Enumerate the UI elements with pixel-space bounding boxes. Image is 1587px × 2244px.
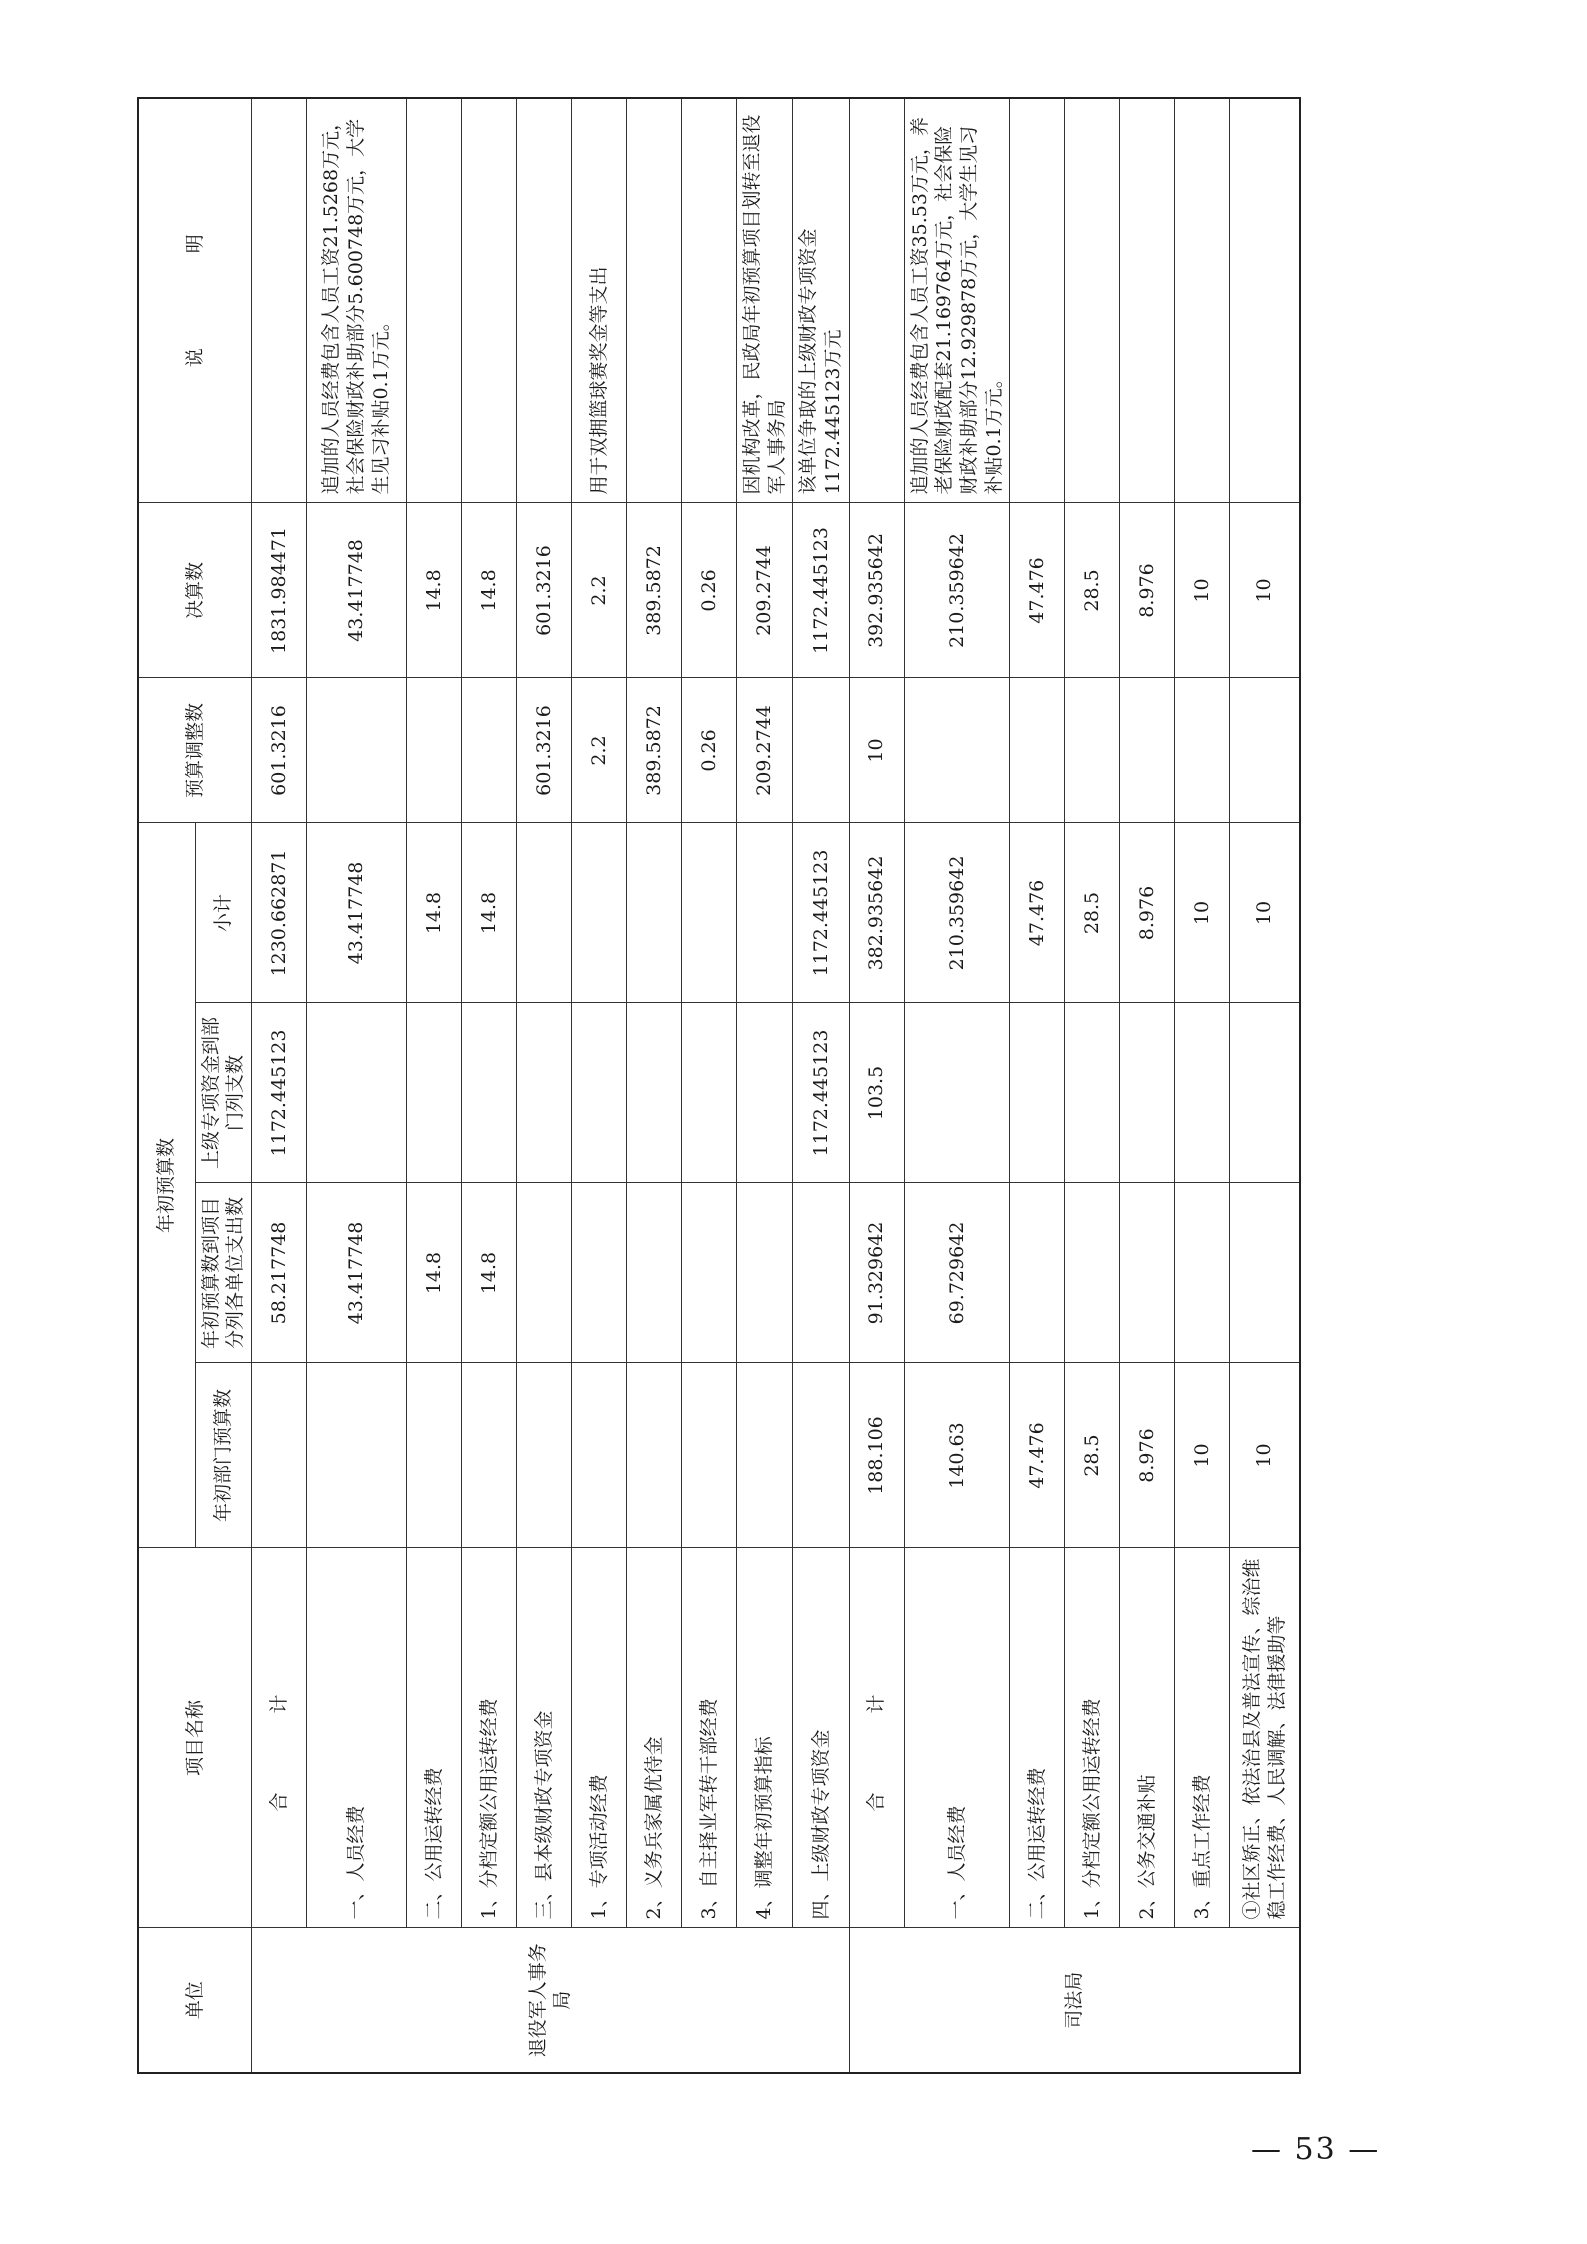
final-cell: 10 [1175,503,1230,678]
upper-allocation-cell [516,1003,571,1183]
dept-budget-cell [461,1363,516,1548]
adjustment-cell [1065,678,1120,823]
final-cell: 10 [1230,503,1300,678]
initial-allocation-cell [1120,1183,1175,1363]
final-cell: 1831.984471 [251,503,306,678]
table-row [904,98,1010,2073]
upper-allocation-cell [406,1003,461,1183]
initial-allocation-cell [736,1183,792,1363]
description-cell: 追加的人员经费包含人员工资21.5268万元，社会保险财政补助部分5.600748万元，大学生见习补贴0.1万元。 [306,98,406,503]
table-row [516,98,571,2073]
subtotal-cell [571,823,626,1003]
description-cell [1175,98,1230,503]
table-row [406,98,461,2073]
upper-allocation-cell [461,1003,516,1183]
project-name-cell: 合 计 [251,1548,306,1928]
adjustment-cell [1120,678,1175,823]
subtotal-cell: 47.476 [1010,823,1065,1003]
adjustment-cell: 2.2 [571,678,626,823]
project-name-cell: 2、公务交通补贴 [1120,1548,1175,1928]
table-row [849,98,904,2073]
adjustment-cell [406,678,461,823]
upper-allocation-cell: 1172.445123 [793,1003,849,1183]
initial-allocation-cell [1010,1183,1065,1363]
subtotal-cell: 382.935642 [849,823,904,1003]
table-row [1120,98,1175,2073]
dept-budget-cell: 47.476 [1010,1363,1065,1548]
header-row-1 [138,98,195,2073]
description-cell: 用于双拥篮球赛奖金等支出 [571,98,626,503]
upper-allocation-cell: 1172.445123 [251,1003,306,1183]
subtotal-cell: 14.8 [406,823,461,1003]
budget-table [137,97,1301,2074]
project-name-cell: 1、分档定额公用运转经费 [1065,1548,1120,1928]
description-cell [681,98,736,503]
project-name-cell: 合 计 [849,1548,904,1928]
subtotal-cell [736,823,792,1003]
table-row [681,98,736,2073]
project-name-cell: 三、县本级财政专项资金 [516,1548,571,1928]
table-row [1010,98,1065,2073]
header-initial-budget-group: 年初预算数 [138,823,195,1548]
project-name-cell: ①社区矫正、依法治县及普法宣传、综治维稳工作经费、人民调解、法律援助等 [1230,1548,1300,1928]
header-project-name: 项目名称 [138,1548,251,1928]
dept-budget-cell: 188.106 [849,1363,904,1548]
subtotal-cell: 1172.445123 [793,823,849,1003]
adjustment-cell [1010,678,1065,823]
adjustment-cell: 0.26 [681,678,736,823]
dept-budget-cell [793,1363,849,1548]
table-row [626,98,681,2073]
table-row [571,98,626,2073]
project-name-cell: 4、调整年初预算指标 [736,1548,792,1928]
table-row [1230,98,1300,2073]
final-cell: 1172.445123 [793,503,849,678]
dept-budget-cell: 10 [1175,1363,1230,1548]
project-name-cell: 3、自主择业军转干部经费 [681,1548,736,1928]
dept-budget-cell [571,1363,626,1548]
final-cell: 28.5 [1065,503,1120,678]
table-row [461,98,516,2073]
table-row [251,98,306,2073]
dept-budget-cell: 10 [1230,1363,1300,1548]
subtotal-cell: 1230.662871 [251,823,306,1003]
header-dept-budget: 年初部门预算数 [195,1363,251,1548]
project-name-cell: 3、重点工作经费 [1175,1548,1230,1928]
page-number: — 53 — [1251,2132,1381,2167]
subtotal-cell: 210.359642 [904,823,1010,1003]
adjustment-cell: 389.5872 [626,678,681,823]
initial-allocation-cell: 58.217748 [251,1183,306,1363]
description-cell [626,98,681,503]
final-cell: 2.2 [571,503,626,678]
project-name-cell: 一、人员经费 [904,1548,1010,1928]
initial-allocation-cell [1230,1183,1300,1363]
subtotal-cell [626,823,681,1003]
table-row [306,98,406,2073]
upper-allocation-cell [1065,1003,1120,1183]
subtotal-cell [516,823,571,1003]
adjustment-cell [793,678,849,823]
header-budget-adjustment: 预算调整数 [138,678,251,823]
header-upper-allocation: 上级专项资金到部门列支数 [195,1003,251,1183]
subtotal-cell: 43.417748 [306,823,406,1003]
initial-allocation-cell: 43.417748 [306,1183,406,1363]
dept-budget-cell [626,1363,681,1548]
final-cell: 8.976 [1120,503,1175,678]
dept-budget-cell [516,1363,571,1548]
adjustment-cell [1175,678,1230,823]
description-cell: 该单位争取的上级财政专项资金1172.445123万元 [793,98,849,503]
dept-budget-cell: 140.63 [904,1363,1010,1548]
table-row [793,98,849,2073]
subtotal-cell: 10 [1230,823,1300,1003]
project-name-cell: 2、义务兵家属优待金 [626,1548,681,1928]
initial-allocation-cell [681,1183,736,1363]
adjustment-cell: 209.2744 [736,678,792,823]
dept-budget-cell: 28.5 [1065,1363,1120,1548]
initial-allocation-cell [571,1183,626,1363]
description-cell [251,98,306,503]
description-cell [1230,98,1300,503]
project-name-cell: 二、公用运转经费 [406,1548,461,1928]
header-description: 说 明 [138,98,251,503]
initial-allocation-cell [626,1183,681,1363]
header-initial-allocation: 年初预算数到项目分列各单位支出数 [195,1183,251,1363]
upper-allocation-cell [681,1003,736,1183]
initial-allocation-cell [1065,1183,1120,1363]
upper-allocation-cell [626,1003,681,1183]
dept-budget-cell [306,1363,406,1548]
initial-allocation-cell [1175,1183,1230,1363]
upper-allocation-cell [1230,1003,1300,1183]
subtotal-cell: 10 [1175,823,1230,1003]
description-cell [849,98,904,503]
dept-budget-cell: 8.976 [1120,1363,1175,1548]
header-unit: 单位 [138,1928,251,2073]
project-name-cell: 四、上级财政专项资金 [793,1548,849,1928]
description-cell: 因机构改革，民政局年初预算项目划转至退役军人事务局 [736,98,792,503]
subtotal-cell [681,823,736,1003]
upper-allocation-cell [571,1003,626,1183]
table-row [1175,98,1230,2073]
description-cell [406,98,461,503]
final-cell: 14.8 [461,503,516,678]
final-cell: 392.935642 [849,503,904,678]
description-cell [516,98,571,503]
upper-allocation-cell [306,1003,406,1183]
final-cell: 0.26 [681,503,736,678]
upper-allocation-cell [736,1003,792,1183]
table-row [1065,98,1120,2073]
dept-budget-cell [251,1363,306,1548]
header-final-accounts: 决算数 [138,503,251,678]
final-cell: 601.3216 [516,503,571,678]
subtotal-cell: 28.5 [1065,823,1120,1003]
subtotal-cell: 8.976 [1120,823,1175,1003]
initial-allocation-cell: 14.8 [461,1183,516,1363]
initial-allocation-cell: 91.329642 [849,1183,904,1363]
adjustment-cell [1230,678,1300,823]
dept-budget-cell [406,1363,461,1548]
adjustment-cell: 10 [849,678,904,823]
upper-allocation-cell [904,1003,1010,1183]
project-name-cell: 1、分档定额公用运转经费 [461,1548,516,1928]
final-cell: 209.2744 [736,503,792,678]
description-cell: 追加的人员经费包含人员工资35.53万元，养老保险财政配套21.169764万元，社会保险财政补助部分12.929878万元，大学生见习补贴0.1万元。 [904,98,1010,503]
table-row [736,98,792,2073]
initial-allocation-cell [516,1183,571,1363]
unit-name-cell: 司法局 [849,1928,1300,2073]
project-name-cell: 1、专项活动经费 [571,1548,626,1928]
initial-allocation-cell [793,1183,849,1363]
table-body [251,98,1300,2073]
upper-allocation-cell [1010,1003,1065,1183]
dept-budget-cell [681,1363,736,1548]
adjustment-cell [904,678,1010,823]
upper-allocation-cell [1175,1003,1230,1183]
final-cell: 14.8 [406,503,461,678]
upper-allocation-cell [1120,1003,1175,1183]
description-cell [1120,98,1175,503]
final-cell: 43.417748 [306,503,406,678]
unit-name-cell: 退役军人事务局 [251,1928,849,2073]
adjustment-cell [306,678,406,823]
project-name-cell: 二、公用运转经费 [1010,1548,1065,1928]
subtotal-cell: 14.8 [461,823,516,1003]
final-cell: 210.359642 [904,503,1010,678]
adjustment-cell: 601.3216 [516,678,571,823]
description-cell [1065,98,1120,503]
adjustment-cell: 601.3216 [251,678,306,823]
description-cell [1010,98,1065,503]
initial-allocation-cell: 69.729642 [904,1183,1010,1363]
description-cell [461,98,516,503]
header-subtotal: 小计 [195,823,251,1003]
upper-allocation-cell: 103.5 [849,1003,904,1183]
dept-budget-cell [736,1363,792,1548]
project-name-cell: 一、人员经费 [306,1548,406,1928]
final-cell: 389.5872 [626,503,681,678]
initial-allocation-cell: 14.8 [406,1183,461,1363]
adjustment-cell [461,678,516,823]
final-cell: 47.476 [1010,503,1065,678]
